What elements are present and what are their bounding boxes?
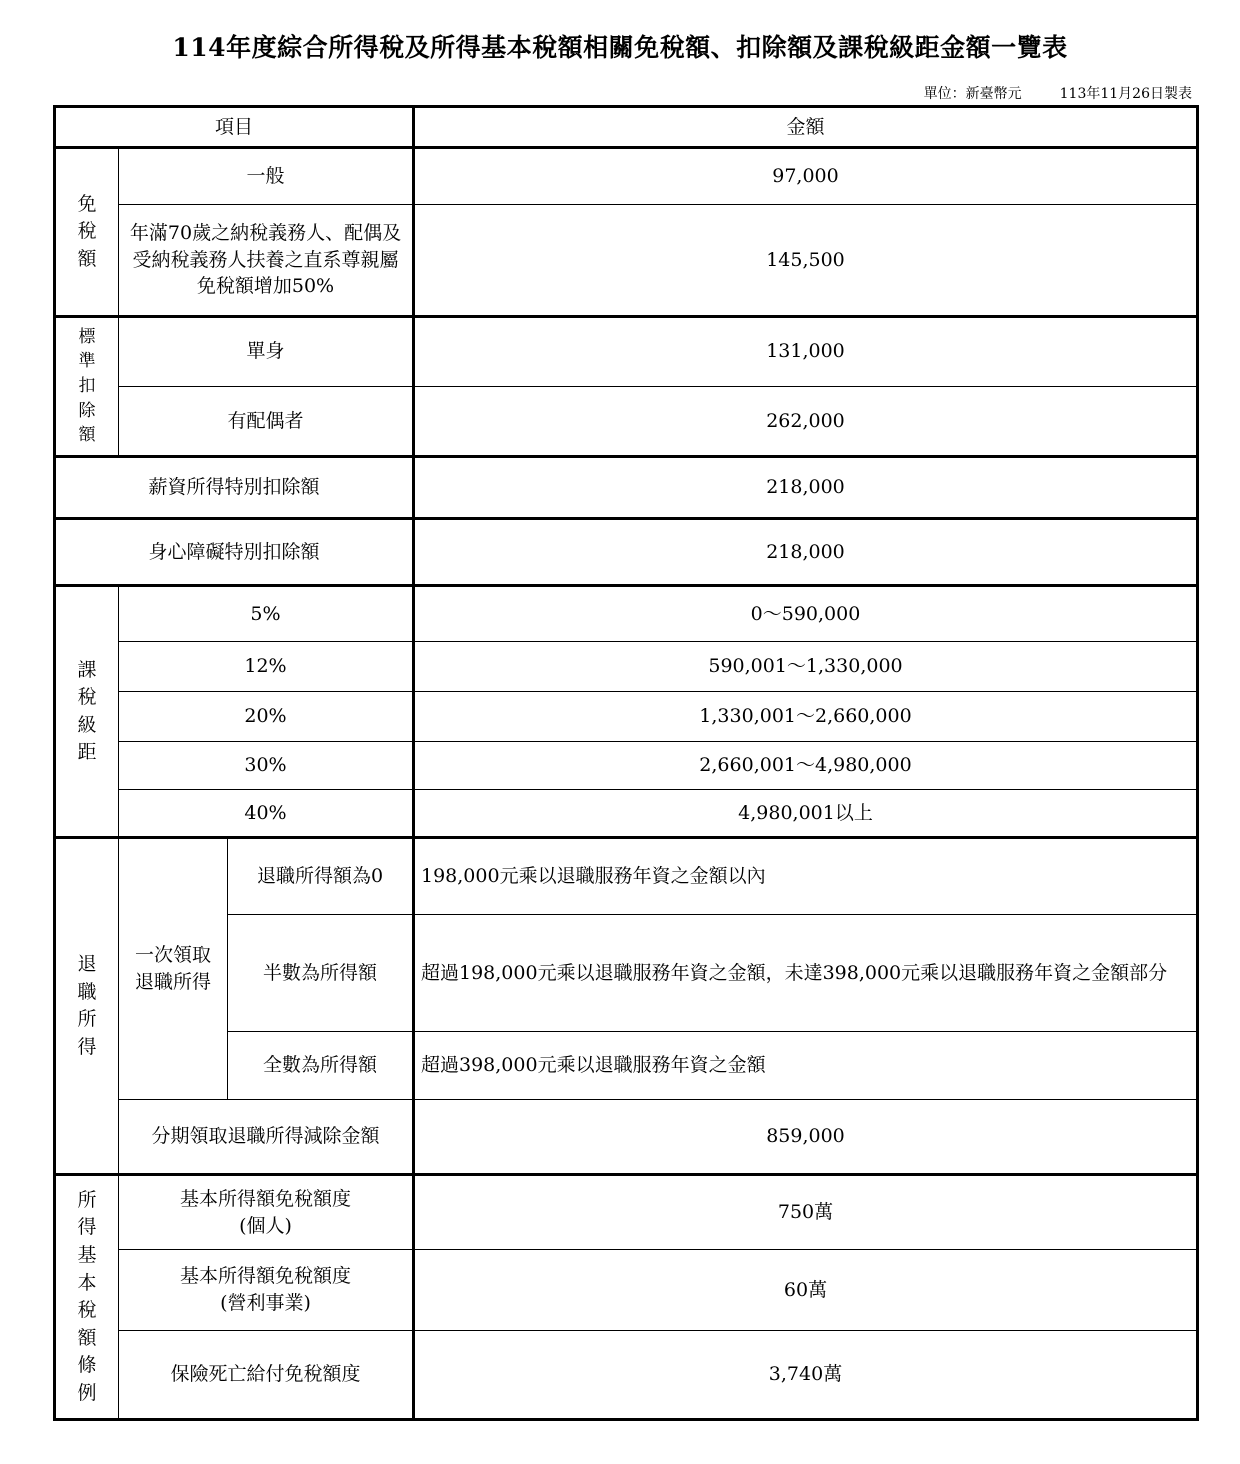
- basic-tax-business-amount: 60萬: [414, 1250, 1198, 1330]
- table-row: [55, 519, 1198, 586]
- table-row: [55, 316, 1198, 386]
- table-header-row: [55, 107, 1198, 148]
- standard-deduction-married-amount: 262,000: [414, 386, 1198, 456]
- table-row: [55, 205, 1198, 316]
- table-row: [55, 148, 1198, 205]
- retirement-installment-amount: 859,000: [414, 1099, 1198, 1174]
- bracket-range: 1,330,001～2,660,000: [414, 691, 1198, 741]
- exemption-senior-amount: 145,500: [414, 205, 1198, 316]
- table-row: [55, 386, 1198, 456]
- salary-deduction-amount: 218,000: [414, 457, 1198, 519]
- table-row: [55, 790, 1198, 838]
- document-title: 114年度綜合所得稅及所得基本稅額相關免稅額、扣除額及課稅級距金額一覽表: [172, 33, 1068, 62]
- table-row: [55, 641, 1198, 691]
- basic-tax-individual-amount: 750萬: [414, 1175, 1198, 1250]
- retirement-section-label: 退職所得: [55, 838, 119, 1175]
- retirement-full-amount: 超過398,000元乘以退職服務年資之金額: [414, 1031, 1198, 1099]
- basic-tax-individual-item: 基本所得額免稅額度 (個人): [119, 1175, 414, 1250]
- bracket-range: 0～590,000: [414, 586, 1198, 641]
- currency-unit: 單位：新臺幣元: [923, 86, 1022, 102]
- brackets-section-label: 課稅級距: [55, 586, 119, 838]
- disability-deduction-item: 身心障礙特別扣除額: [55, 519, 414, 586]
- basic-tax-insurance-item: 保險死亡給付免稅額度: [119, 1330, 414, 1419]
- bracket-rate: 12%: [119, 641, 414, 691]
- retirement-half-item: 半數為所得額: [228, 915, 414, 1031]
- basic-tax-insurance-amount: 3,740萬: [414, 1330, 1198, 1419]
- table-row: [55, 838, 1198, 915]
- table-row: [55, 1250, 1198, 1330]
- table-row: [55, 691, 1198, 741]
- retirement-installment-item: 分期領取退職所得減除金額: [119, 1099, 414, 1174]
- bracket-rate: 30%: [119, 741, 414, 789]
- retirement-zero-item: 退職所得額為0: [228, 838, 414, 915]
- header-item: 項目: [55, 107, 414, 148]
- retirement-half-amount: 超過198,000元乘以退職服務年資之金額，未達398,000元乘以退職服務年資之金額部分: [414, 915, 1198, 1031]
- standard-deduction-section-label: 標準扣除額: [55, 316, 119, 456]
- tax-amount-table: [53, 105, 1199, 1421]
- header-amount: 金額: [414, 107, 1198, 148]
- retirement-lump-sum-label: 一次領取退職所得: [119, 838, 228, 1100]
- bracket-range: 4,980,001以上: [414, 790, 1198, 838]
- table-row: [55, 741, 1198, 789]
- table-row: [55, 1330, 1198, 1419]
- basic-tax-business-item: 基本所得額免稅額度 (營利事業): [119, 1250, 414, 1330]
- unit-note: [924, 83, 1192, 103]
- bracket-rate: 20%: [119, 691, 414, 741]
- salary-deduction-item: 薪資所得特別扣除額: [55, 457, 414, 519]
- table-row: [55, 457, 1198, 519]
- standard-deduction-single-amount: 131,000: [414, 316, 1198, 386]
- exemption-senior-item: 年滿70歲之納稅義務人、配偶及受納稅義務人扶養之直系尊親屬免稅額增加50%: [119, 205, 414, 316]
- table-row: [55, 1175, 1198, 1250]
- standard-deduction-single-item: 單身: [119, 316, 414, 386]
- exemption-general-item: 一般: [119, 148, 414, 205]
- table-row: [55, 586, 1198, 641]
- retirement-full-item: 全數為所得額: [228, 1031, 414, 1099]
- disability-deduction-amount: 218,000: [414, 519, 1198, 586]
- prepared-date: 113年11月26日製表: [1059, 86, 1192, 102]
- retirement-zero-amount: 198,000元乘以退職服務年資之金額以內: [414, 838, 1198, 915]
- bracket-rate: 40%: [119, 790, 414, 838]
- exemption-general-amount: 97,000: [414, 148, 1198, 205]
- standard-deduction-married-item: 有配偶者: [119, 386, 414, 456]
- bracket-rate: 5%: [119, 586, 414, 641]
- table-row: [55, 1099, 1198, 1174]
- exemption-section-label: 免稅額: [55, 148, 119, 317]
- bracket-range: 590,001～1,330,000: [414, 641, 1198, 691]
- bracket-range: 2,660,001～4,980,000: [414, 741, 1198, 789]
- basic-tax-section-label: 所得基本稅額條例: [55, 1175, 119, 1420]
